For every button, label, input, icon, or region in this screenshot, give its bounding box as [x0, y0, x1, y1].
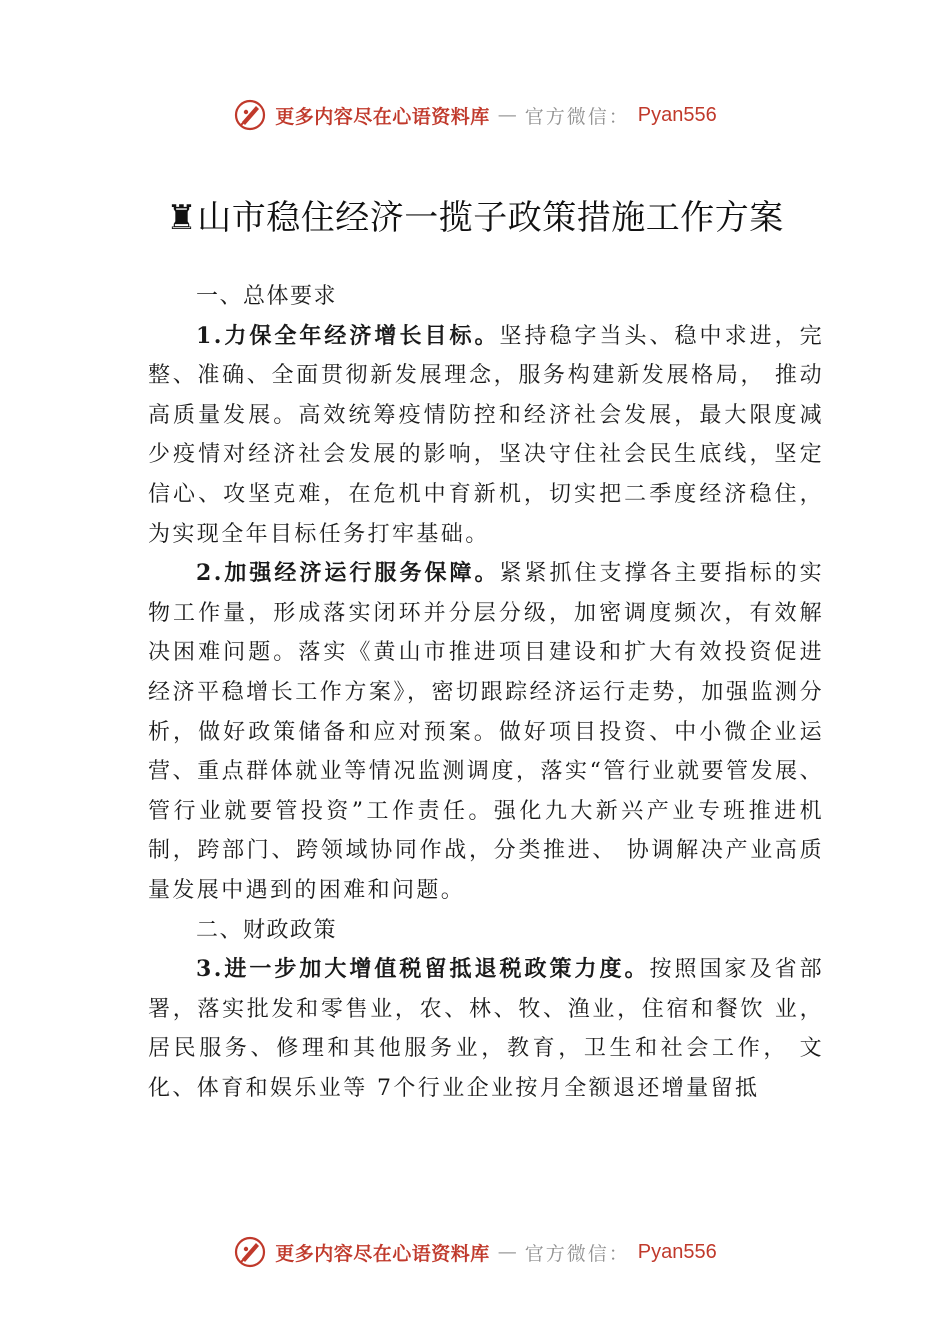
banner-wechat-id: Pyan556 [637, 1240, 717, 1263]
document-title: ♜山市稳住经济一揽子政策措施工作方案 [166, 198, 784, 238]
paragraph-1-body: 坚持稳字当头、稳中求进，完整、准确、全面贯彻新发展理念，服务构建新发展格局， 推动高质量发展。高效统筹疫情防控和经济社会发展，最大限度减少疫情对经济社会发展的影响，坚决守住社会民生底线，坚定信心、攻坚克难，在危机中育新机，切实把二季度经济稳住，为实现全年目标任务打牢基础。 [148, 323, 824, 547]
document-body [148, 277, 824, 1108]
quill-seal-icon [233, 98, 267, 132]
quill-seal-icon [233, 1235, 267, 1269]
paragraph-3-body: 按照国家及省部署，落实批发和零售业，农、林、牧、渔业，住宿和餐饮 业，居民服务、修理和其他服务业，教育，卫生和社会工作， 文化、体育和娱乐业等 7个行业企业按月全额退还增量留抵 [148, 957, 824, 1101]
banner-separator: — [497, 104, 517, 126]
banner-text: 更多内容尽在心语资料库 [275, 105, 490, 128]
header-watermark-banner [0, 95, 950, 135]
paragraph-3 [148, 950, 824, 1108]
paragraph-1-lead: 1.力保全年经济增长目标。 [196, 322, 500, 349]
section-heading-2: 二、财政政策 [196, 917, 338, 943]
paragraph-3-lead: 3.进一步加大增值税留抵退税政策力度。 [196, 956, 650, 983]
footer-watermark-banner [0, 1232, 950, 1272]
paragraph-2-body: 紧紧抓住支撑各主要指标的实物工作量，形成落实闭环并分层分级，加密调度频次，有效解决困难问题。落实《黄山市推进项目建设和扩大有效投资促进经济平稳增长工作方案》，密切跟踪经济运行走势，加强监测分析，做好政策储备和应对预案。做好项目投资、中小微企业运营、重点群体就业等情况监测调度，落实“管行业就要管发展、管行业就要管投资”工作责任。强化九大新兴产业专班推进机制，跨部门、跨领域协同作战，分类推进、 协调解决产业高质量发展中遇到的困难和问题。 [148, 561, 824, 903]
banner-text: 更多内容尽在心语资料库 [275, 1242, 490, 1265]
banner-wechat-label: 官方微信： [524, 1242, 630, 1265]
banner-wechat-label: 官方微信： [524, 105, 630, 128]
section-heading-1: 一、总体要求 [196, 284, 338, 309]
banner-wechat-id: Pyan556 [637, 103, 717, 126]
paragraph-1 [148, 317, 824, 555]
banner-separator: — [497, 1241, 517, 1263]
paragraph-2-lead: 2.加强经济运行服务保障。 [196, 560, 500, 587]
paragraph-2 [148, 554, 824, 910]
